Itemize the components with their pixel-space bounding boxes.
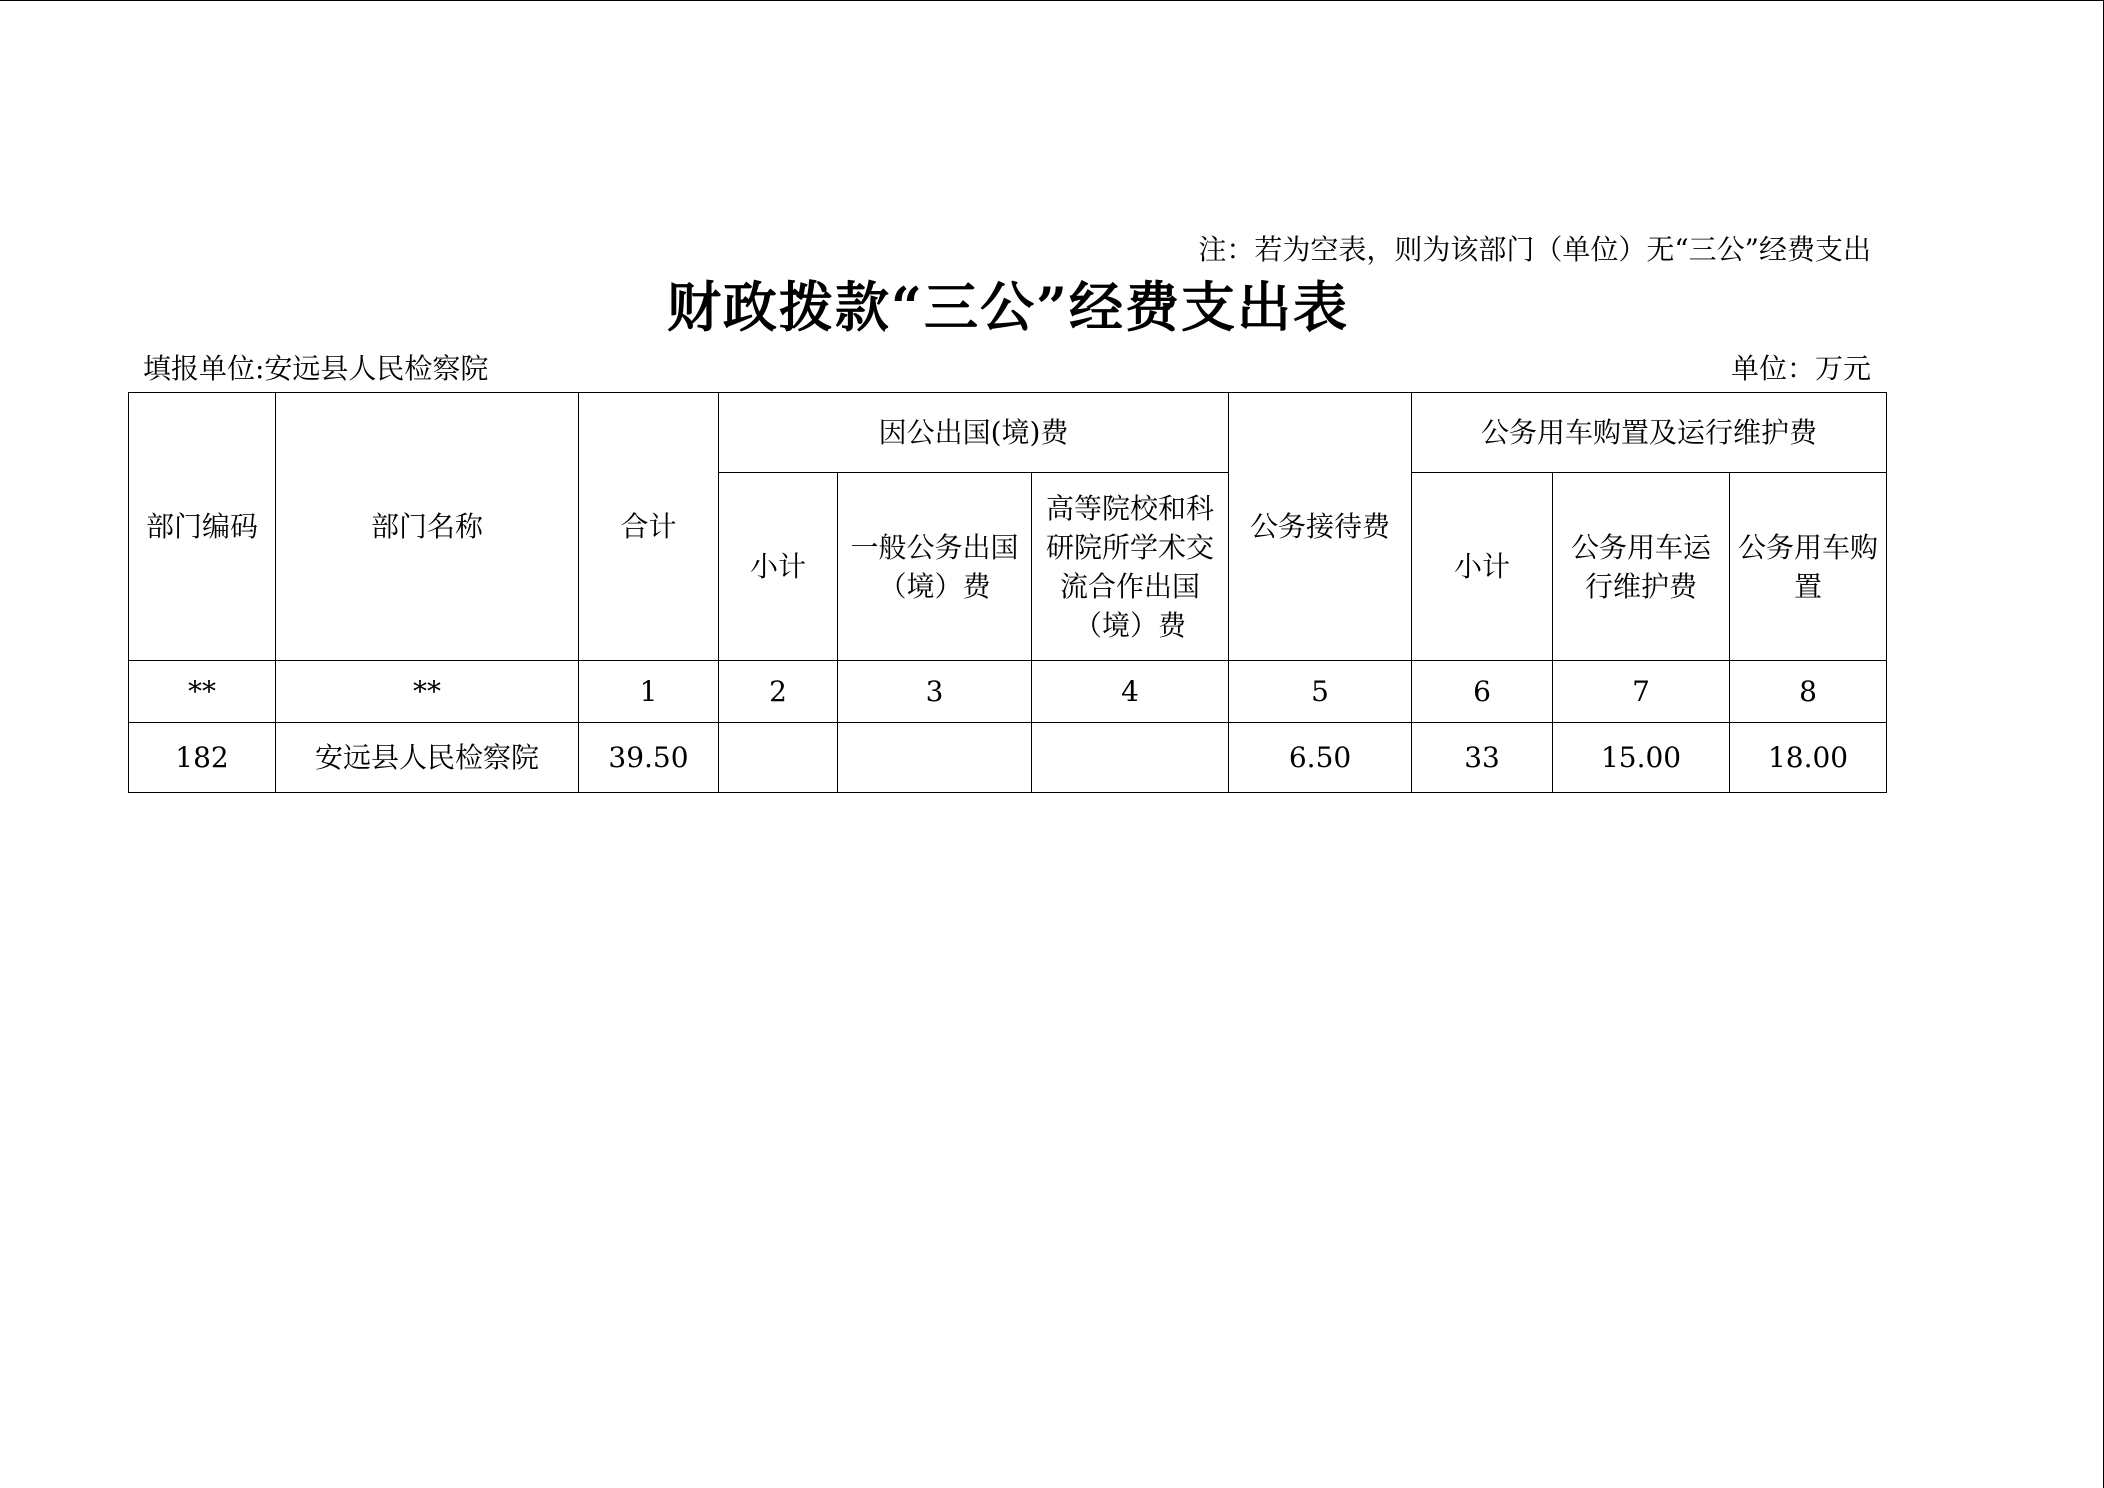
index-cell: 1: [579, 661, 719, 723]
cell-reception: 6.50: [1229, 723, 1412, 793]
expense-table: [128, 392, 1887, 793]
header-abroad-subtotal: 小计: [719, 473, 838, 661]
index-cell: 7: [1553, 661, 1730, 723]
cell-abroad-academic: [1032, 723, 1229, 793]
header-abroad-group: 因公出国(境)费: [719, 393, 1229, 473]
page-title: 财政拨款“三公”经费支出表: [666, 275, 1350, 339]
header-dept-code: 部门编码: [129, 393, 276, 661]
cell-dept-code: 182: [129, 723, 276, 793]
index-row: [129, 661, 1887, 723]
header-dept-name: 部门名称: [276, 393, 579, 661]
header-abroad-academic: 高等院校和科研院所学术交流合作出国（境）费: [1032, 473, 1229, 661]
cell-dept-name: 安远县人民检察院: [276, 723, 579, 793]
header-reception: 公务接待费: [1229, 393, 1412, 661]
filler-unit: 填报单位:安远县人民检察院: [143, 352, 489, 385]
cell-abroad-subtotal: [719, 723, 838, 793]
cell-vehicle-operation: 15.00: [1553, 723, 1730, 793]
index-cell: 8: [1730, 661, 1887, 723]
cell-total: 39.50: [579, 723, 719, 793]
index-cell: **: [276, 661, 579, 723]
index-cell: 6: [1412, 661, 1553, 723]
index-cell: 4: [1032, 661, 1229, 723]
index-cell: 2: [719, 661, 838, 723]
empty-table-note: 注：若为空表，则为该部门（单位）无“三公”经费支出: [1198, 233, 1871, 266]
header-vehicle-purchase: 公务用车购置: [1730, 473, 1887, 661]
header-total: 合计: [579, 393, 719, 661]
currency-unit: 单位：万元: [1730, 352, 1871, 385]
header-vehicle-operation: 公务用车运行维护费: [1553, 473, 1730, 661]
index-cell: 5: [1229, 661, 1412, 723]
cell-vehicle-subtotal: 33: [1412, 723, 1553, 793]
header-vehicle-subtotal: 小计: [1412, 473, 1553, 661]
index-cell: **: [129, 661, 276, 723]
cell-abroad-general: [838, 723, 1032, 793]
index-cell: 3: [838, 661, 1032, 723]
header-vehicle-group: 公务用车购置及运行维护费: [1412, 393, 1887, 473]
cell-vehicle-purchase: 18.00: [1730, 723, 1887, 793]
header-abroad-general: 一般公务出国（境）费: [838, 473, 1032, 661]
table-row: [129, 723, 1887, 793]
